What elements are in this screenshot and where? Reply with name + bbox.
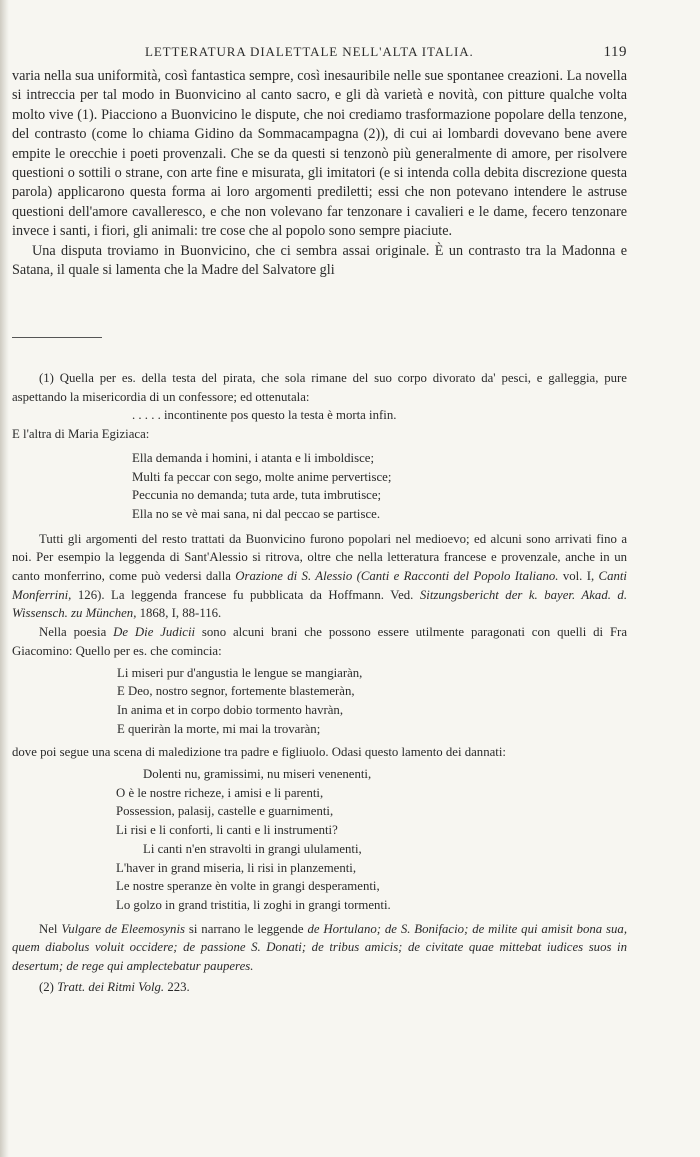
verse-line: Ella demanda i homini, i atanta e li imboldisce; xyxy=(132,450,375,465)
verse-line: E Deo, nostro segnor, fortemente blastemeràn, xyxy=(117,684,355,699)
verse-line: Li canti n'en stravolti in grangi ululamenti, xyxy=(143,841,362,856)
text-run: 126). La leggenda francese fu pubblicata da Hoffmann. Ved. xyxy=(77,587,414,602)
verse-line: Li miseri pur d'angustia le lengue se mangiaràn, xyxy=(117,665,363,680)
footnote-1-ellipsis-line: . . . . . incontinente pos questo la testa è morta infin. xyxy=(132,408,397,423)
text-run: si narrano le leggende xyxy=(188,921,304,936)
footnote-separator xyxy=(12,337,102,338)
text-run: sono alcuni brani che possono essere utilmente paragonati con quelli di Fra Giacomino: Quello per es. che comincia: xyxy=(12,625,627,658)
italic-title: Canti Monferrini, xyxy=(12,569,627,602)
italic-title: Vulgare de Eleemosynis xyxy=(61,921,185,936)
running-head: LETTERATURA DIALETTALE NELL'ALTA ITALIA. xyxy=(145,44,474,59)
text-run: (2) xyxy=(39,979,54,994)
note-paragraph-dove: dove poi segue una scena di maledizione tra padre e figliuolo. Odasi questo lamento dei dannati: xyxy=(12,745,506,760)
footnote-2 xyxy=(12,978,627,997)
italic-title: De Die Judicii xyxy=(113,625,196,640)
italic-title: de Hortulano; de S. Bonifacio; de milite qui amisit bona sua, quem diabolus voluit occidere; de passione S. Donati; de tribus amicis; de civitate quae mittebat iudices suos in desertum; de rege qui amplectebatur pauperes. xyxy=(12,921,628,974)
verse-line: In anima et in corpo dobio tormento havràn, xyxy=(117,702,344,717)
italic-title: Sitzungsbericht der k. bayer. Akad. d. Wissensch. zu München, xyxy=(12,587,628,621)
main-paragraph-1: varia nella sua uniformità, così fantastica sempre, così inesauribile nelle sue spontanee creazioni. La novella si intreccia per tal modo in Buonvicino al canto sacro, e gli dà varietà e novità, con pitture qualche volta molto vive (1). Piacciono a Buonvicino le dispute, che noi crediamo trasformazione popolare della tenzone, del contrasto (come lo chiama Gidino da Sommacampagna (2)), di cui ai lombardi dovevano bene avere empite le orecchie i poeti provenzali. Che se da questi si tenzonò più generalmente di amore, per risolvere questioni o sottili o strane, con arte fine e misurata, gli imitatori (e si intenda colla debita discrezione questa parola) applicarono questa forma ai loro argomenti prediletti; essi che non potevano intendere le astruse questioni dell'amore cavalleresco, e che non volevano far tenzonare i cavalieri e le dame, fecero tenzonare invece i santi, i fiori, gli animali: tre cose che al popolo sono sempre piaciute. xyxy=(12,68,627,240)
verse-line: Ella no se vè mai sana, ni dal peccao se partisce. xyxy=(132,506,381,521)
verse-line: Dolenti nu, gramissimi, nu miseri venenenti, xyxy=(143,767,372,782)
footnotes xyxy=(12,369,627,997)
page-number: 119 xyxy=(603,44,627,60)
text-run: Tutti gli argomenti del resto trattati da Buonvicino furono popolari nel medioevo; ed alcuni sono arrivati fino a noi. Per esempio la leggenda di Sant'Alessio si ritrova, oltre che nella letteratura francese e provenzale, anche in un canto monferrino, come può vedersi dalla xyxy=(12,531,627,584)
italic-title: Orazione di S. Alessio (Canti e Racconti del Popolo Italiano. xyxy=(235,569,559,584)
verse-block-de-die-judicii xyxy=(117,664,627,739)
text-run: 223. xyxy=(167,979,190,994)
verse-block-dannati xyxy=(116,765,627,915)
page-header xyxy=(145,44,627,61)
footnote-1-intro: (1) Quella per es. della testa del pirata, che sola rimane del suo corpo divorato da' pesci, e galleggia, pure aspettando la misericordia di un confessore; ed ottenutala: xyxy=(12,371,627,404)
verse-line: Possession, palasij, castelle e guarnimenti, xyxy=(116,804,334,819)
verse-line: Le nostre speranze èn volte in grangi desperamenti, xyxy=(116,879,380,894)
verse-block-egiziaca xyxy=(132,449,627,524)
text-run: 1868, I, 88-116. xyxy=(139,606,222,621)
text-run: vol. I, xyxy=(562,569,595,584)
text-run: Nella poesia xyxy=(39,625,107,640)
verse-line: L'haver in grand miseria, li risi in planzementi, xyxy=(116,860,357,875)
verse-line: Peccunia no demanda; tuta arde, tuta imbrutisce; xyxy=(132,488,382,503)
verse-line: Li risi e li conforti, li canti e li instrumenti? xyxy=(116,823,338,838)
note-paragraph-vulgare xyxy=(12,920,627,976)
verse-line: O è le nostre richeze, i amisi e li parenti, xyxy=(116,785,324,800)
page-binding-edge xyxy=(0,0,9,1157)
note-paragraph-nella xyxy=(12,623,627,660)
verse-line: Multi fa peccar con sego, molte anime pervertisce; xyxy=(132,469,392,484)
main-paragraph-2: Una disputa troviamo in Buonvicino, che ci sembra assai originale. È un contrasto tra la Madonna e Satana, il quale si lamenta che la Madre del Salvatore gli xyxy=(12,242,627,279)
note-paragraph-tutti xyxy=(12,530,627,624)
italic-title: Tratt. dei Ritmi Volg. xyxy=(57,979,165,994)
verse-line: Lo golzo in grand tristitia, li zoghi in grangi tormenti. xyxy=(116,897,391,912)
main-text xyxy=(12,67,627,280)
footnote-1-egiziaca: E l'altra di Maria Egiziaca: xyxy=(12,427,150,442)
verse-line: E queriràn la morte, mi mai la trovaràn; xyxy=(117,721,321,736)
text-run: Nel xyxy=(39,921,58,936)
